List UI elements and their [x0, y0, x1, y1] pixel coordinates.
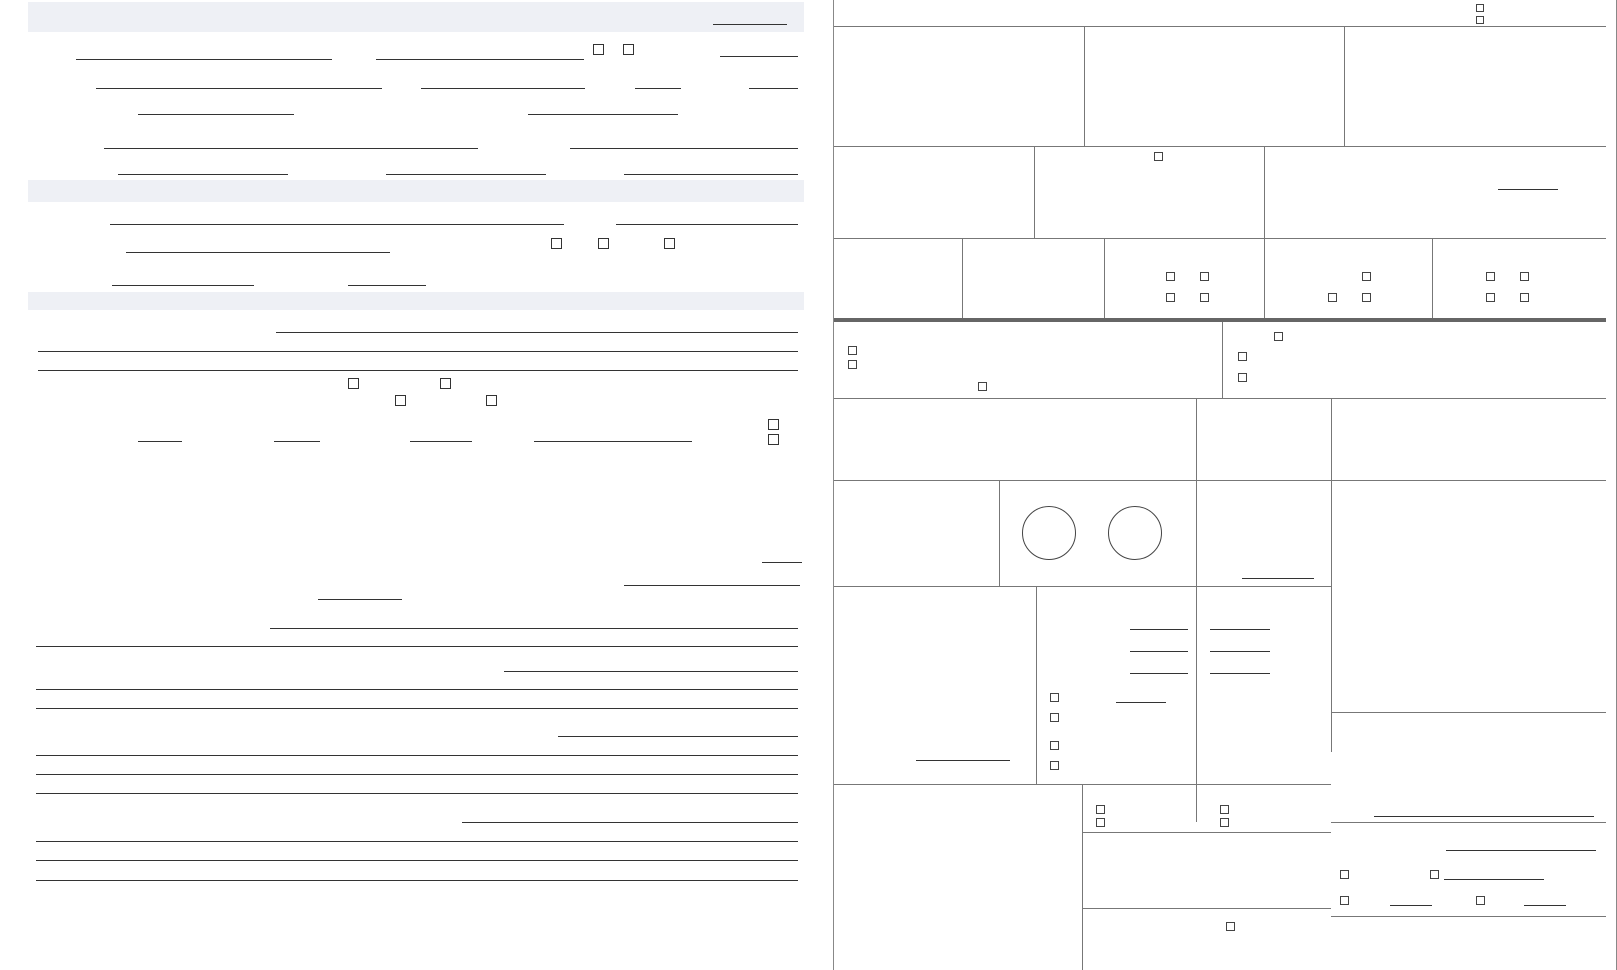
preferred-telephone-field[interactable] — [138, 114, 294, 115]
email-field[interactable] — [386, 174, 546, 175]
patient-information-form — [0, 0, 800, 970]
previous-patient-no-checkbox[interactable] — [768, 434, 779, 445]
exam-date-field[interactable] — [713, 24, 787, 25]
insured-id-field[interactable] — [112, 285, 254, 286]
last-name-field[interactable] — [76, 59, 332, 60]
va-with-cl-checkbox[interactable] — [1154, 152, 1163, 161]
same-day-checkbox[interactable] — [1476, 16, 1484, 24]
iop-time-field[interactable] — [1498, 189, 1558, 190]
sched-appt-checkbox[interactable] — [1476, 4, 1484, 12]
od-eye-circle[interactable] — [1022, 506, 1076, 560]
group-field[interactable] — [616, 224, 798, 225]
referred-by-field[interactable] — [118, 174, 288, 175]
insured-dob-field[interactable] — [348, 285, 426, 286]
previous-patient-yes-checkbox[interactable] — [768, 419, 779, 430]
last-exam-field[interactable] — [410, 441, 472, 442]
plan-name-field[interactable] — [110, 224, 564, 225]
signature-field[interactable] — [624, 174, 798, 175]
from-dr-field[interactable] — [534, 441, 692, 442]
age-glasses-field[interactable] — [138, 441, 182, 442]
os-eye-circle[interactable] — [1108, 506, 1162, 560]
male-checkbox[interactable] — [593, 44, 604, 55]
reason-field[interactable] — [276, 332, 798, 333]
new-contacts-yes-checkbox[interactable] — [395, 395, 406, 406]
child-checkbox[interactable] — [664, 238, 675, 249]
secondary-telephone-field[interactable] — [528, 114, 678, 115]
state-field[interactable] — [635, 88, 681, 89]
first-name-field[interactable] — [376, 59, 584, 60]
exam-record-form — [833, 0, 1617, 970]
birth-date-field[interactable] — [720, 56, 798, 57]
spouse-checkbox[interactable] — [598, 238, 609, 249]
primary-care-field[interactable] — [624, 585, 800, 586]
new-glasses-yes-checkbox[interactable] — [348, 378, 359, 389]
other-condition-field[interactable] — [318, 599, 402, 600]
occupation-field[interactable] — [570, 148, 798, 149]
address-field[interactable] — [96, 88, 382, 89]
age-sunglasses-field[interactable] — [274, 441, 320, 442]
dilated-year-field[interactable] — [762, 562, 802, 563]
city-field[interactable] — [421, 88, 585, 89]
new-glasses-no-checkbox[interactable] — [440, 378, 451, 389]
employer-field[interactable] — [104, 148, 478, 149]
self-checkbox[interactable] — [551, 238, 562, 249]
new-contacts-no-checkbox[interactable] — [486, 395, 497, 406]
zip-field[interactable] — [749, 88, 798, 89]
insured-name-field[interactable] — [126, 252, 390, 253]
female-checkbox[interactable] — [623, 44, 634, 55]
